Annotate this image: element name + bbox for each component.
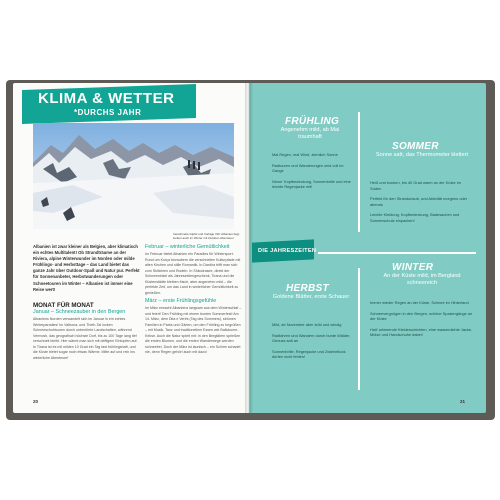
autumn-item: Sonnenbrille, Regenjacke und Zwiebellook dürfen nicht fehlen! (272, 348, 346, 360)
winter-item: Halt' wärmende Kleiderschichten, eine wasserdichte Jacke, Mütze und Handschuhe dabei! (370, 326, 473, 338)
page-title: KLIMA & WETTER (38, 90, 175, 107)
winter-subtitle: An der Küste mild, im Bergland schneereich (383, 273, 461, 286)
winter-item: Immer wieder Regen an der Küste, Schnee im Hinterland (370, 300, 469, 305)
photo-caption: Verschneite Gipfel und Vorläge Villi: Albanien liegt locken auch im Winter mit Outdoor-Abenteuer (173, 232, 240, 240)
autumn-subtitle: Goldene Blätter, erste Schauer (272, 294, 350, 300)
february-text: Im Februar bietet Albanien ein Paradies für Wintersport. Rund um Korça bezaubern die verschneiten Kulturpfade mit alten Kirchen und stille Romantik. In Dardha trifft man sich zum Skifahren und Rodeln. In Shkodrasee, direkt der Schneewinkel als Jahreszeitengeschenk, Tirana und die Küstenstädte bleiben frisch, aber angenehm mild – die perfekte Zeit, um das Land in winterlicher Gemütlichkeit zu genießen. (145, 252, 241, 295)
spring-item: Nimm' Kopfbedeckung, Sonnenbrille und eine leichte Regenjacke mit! (272, 178, 351, 190)
autumn-list (272, 322, 354, 365)
divider-vertical-top (358, 112, 360, 232)
summer-title: SOMMER (392, 141, 439, 152)
march-heading: März – erste Frühlingsgefühle (145, 298, 217, 304)
mountain-photo (33, 123, 234, 229)
divider-horizontal (318, 252, 476, 254)
seasons-badge: DIE JAHRESZEITEN (258, 248, 317, 254)
page-subtitle: *DURCHS JAHR (74, 108, 142, 117)
winter-item: Schneevergnügen in den Bergen, schöne Spaziergänge an der Küste (370, 310, 473, 322)
spring-item: Radtouren und Wanderungen sind voll im Gange (272, 162, 344, 174)
january-text: Albaniens Norden verwandelt sich im Januar in ein echtes Winterparadies! Im Valbona- und Theth-Tal locken Schneeschuhtouren durch unberührte Landschaften, während Vermosh, das geografisch höchste Dorf, bis zu 100 Tage lang tief verschneit bleibt. Hier wärmt man sich mit deftigem Eintopfen auf. In Tirana ist es mit milden 10 Grad ein Tag fast frühlingshaft, und die Küste bietet sogar noch etwas Wärme. Mitte auf und rein ins winterliche Abenteuer! (33, 317, 138, 360)
winter-list (370, 300, 474, 343)
summer-subtitle: Sonne satt, das Thermometer klettert (375, 152, 469, 158)
spring-item: Mal Regen, mal Wind, ziemlich Sonne (272, 152, 338, 157)
summer-item: Leichte Kleidung, Kopfbedeckung, Badesachen und Sonnenschutz einpacken! (370, 212, 460, 223)
february-heading: Februar – winterliche Gemütlichkeit (145, 244, 230, 250)
march-text: Im März erwacht Albaniens langsam aus dem Winterschlaf – und feiert! Den Frühling mit einem bunten Sommerfest! Am 14. März, dem Dita e Verës (Tag des Sommers), strömen Familien in Parks und Gärten, um den Frühling zu begrüßen – mit Musik, Tanz und traditionellem Essen wie Ballokume-Kekse. Auch die Natur spielt mit: In den Bergtälern sprießen die ersten Blumen, und die ersten Wanderwege werden schneefrei. Doch der März ist launisch – ein Schirm schadet nie, denn Regen gehört auch mit dazu! (145, 306, 242, 354)
spring-title: FRÜHLING (285, 116, 340, 127)
summer-item: Perfekt für den Strandurlaub, und Aktivität morgens oder abends (370, 196, 468, 207)
spring-subtitle: Angenehm mild, ab Mai traumhaft (280, 127, 340, 140)
winter-title: WINTER (392, 262, 434, 273)
right-column (145, 244, 243, 356)
intro-text: Albanien ist zwar kleiner als Belgien, aber klimatisch ein echtes Multitalent! Ob Strandträume an der Riviera, alpine Winterwunder im Norden oder milde Frühlings- und Herbsttage – das Land bietet das ganze Jahr über Outdoor-Spaß und Natur pur. Perfekt für Sonnenanbeter, Herbstwanderungen oder Schneetouren im Winter – Albanien ist immer eine Reise wert! (33, 244, 140, 292)
january-heading: Januar – Schneezauber in den Bergen (33, 309, 126, 315)
section-title: MONAT FÜR MONAT (33, 302, 94, 309)
summer-item: Heiß und trocken, bis 40 Grad warm an der Küste im Süden (370, 180, 461, 191)
left-column (33, 302, 140, 361)
spring-list (272, 152, 354, 195)
page-number-left: 20 (33, 399, 39, 404)
divider-vertical-bottom (358, 268, 360, 390)
autumn-item: Radfahren und Wandern durch bunte Wälder, Genuss satt an (272, 332, 351, 344)
summer-list (370, 180, 470, 229)
page-number-right: 21 (460, 399, 466, 404)
autumn-item: Mild, ab November aber kühl und windig (272, 322, 342, 327)
autumn-title: HERBST (286, 283, 329, 294)
